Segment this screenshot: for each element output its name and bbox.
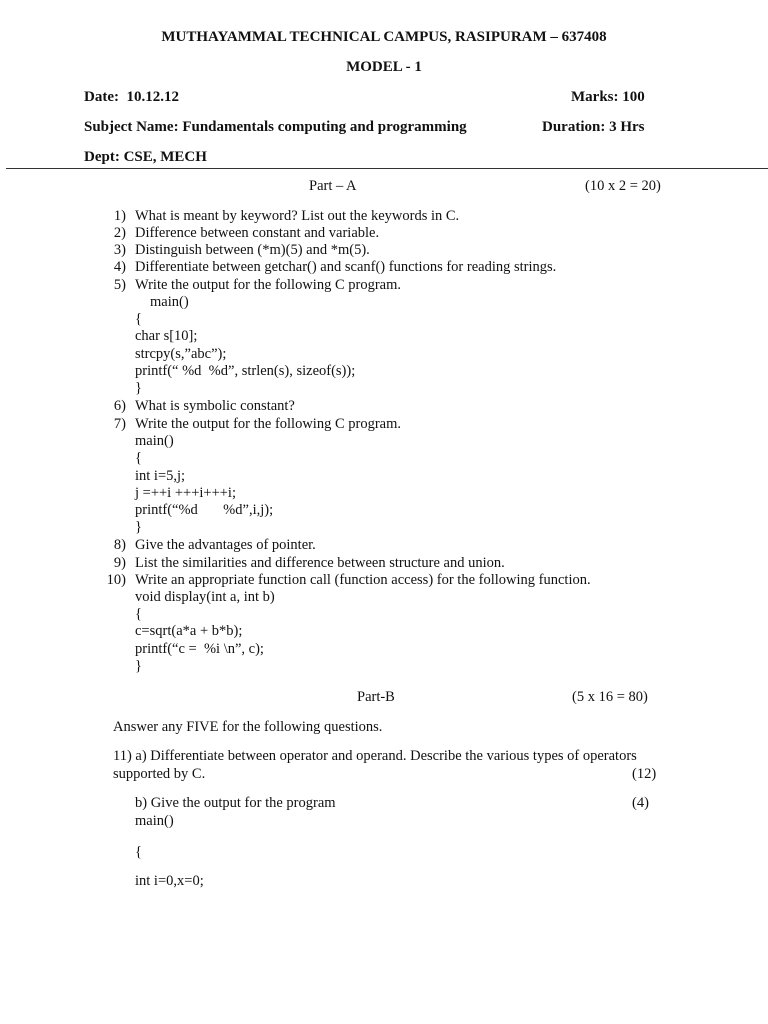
question-number: 7) — [113, 416, 126, 432]
question-number: 8) — [113, 537, 126, 553]
code-line: int i=5,j; — [135, 468, 186, 484]
exam-title: MODEL - 1 — [346, 59, 422, 75]
code-line: } — [135, 519, 142, 535]
question-text: What is symbolic constant? — [135, 398, 295, 414]
question-text: Difference between constant and variable. — [135, 225, 380, 241]
code-line: strcpy(s,”abc”); — [135, 346, 227, 362]
question-number: 3) — [113, 242, 126, 258]
question-number: 10) — [106, 572, 126, 588]
code-line: { — [135, 606, 142, 622]
code-line: } — [135, 380, 142, 396]
code-line: c=sqrt(a*a + b*b); — [135, 623, 243, 639]
exam-date: Date: 10.12.12 — [84, 89, 179, 105]
question-marks: (4) — [632, 795, 649, 811]
code-line: { — [135, 311, 142, 327]
header-divider — [6, 168, 768, 169]
question-text: Distinguish between (*m)(5) and *m(5). — [135, 242, 370, 258]
code-line: j =++i +++i+++i; — [135, 485, 236, 501]
question-number: 1) — [113, 208, 126, 224]
question-text: supported by C. — [113, 766, 206, 782]
question-text: What is meant by keyword? List out the keywords in C. — [135, 208, 460, 224]
code-line: { — [135, 450, 142, 466]
code-line: printf(“c = %i \n”, c); — [135, 641, 264, 657]
code-line: printf(“ %d %d”, strlen(s), sizeof(s)); — [135, 363, 356, 379]
question-number: 5) — [113, 277, 126, 293]
code-line: main() — [135, 433, 174, 449]
code-line: } — [135, 658, 142, 674]
part-a-marks: (10 x 2 = 20) — [585, 178, 661, 194]
question-number: 4) — [113, 259, 126, 275]
question-text: Write the output for the following C program. — [135, 416, 401, 432]
total-marks: Marks: 100 — [571, 89, 645, 105]
part-b-marks: (5 x 16 = 80) — [572, 689, 648, 705]
question-marks: (12) — [632, 766, 657, 782]
code-line: { — [135, 844, 142, 860]
question-text: Write the output for the following C program. — [135, 277, 401, 293]
part-a-title: Part – A — [309, 178, 357, 194]
code-line: int i=0,x=0; — [135, 873, 204, 889]
subject-name: Subject Name: Fundamentals computing and programming — [84, 119, 467, 135]
question-number: 2) — [113, 225, 126, 241]
part-b-instruction: Answer any FIVE for the following questions. — [113, 719, 383, 735]
part-b-title: Part-B — [357, 689, 395, 705]
question-text: Write an appropriate function call (function access) for the following function. — [135, 572, 591, 588]
question-text: b) Give the output for the program — [135, 795, 336, 811]
question-text: List the similarities and difference between structure and union. — [135, 555, 505, 571]
department: Dept: CSE, MECH — [84, 149, 207, 165]
question-text: 11) a) Differentiate between operator and operand. Describe the various types of operators — [113, 748, 637, 764]
question-number: 6) — [113, 398, 126, 414]
code-line: main() — [150, 294, 189, 310]
question-text: Differentiate between getchar() and scanf() functions for reading strings. — [135, 259, 557, 275]
question-text: Give the advantages of pointer. — [135, 537, 316, 553]
code-line: main() — [135, 813, 174, 829]
code-line: char s[10]; — [135, 328, 198, 344]
code-line: printf(“%d %d”,i,j); — [135, 502, 274, 518]
institution-title: MUTHAYAMMAL TECHNICAL CAMPUS, RASIPURAM – 637408 — [161, 29, 607, 45]
duration: Duration: 3 Hrs — [542, 119, 645, 135]
question-number: 9) — [113, 555, 126, 571]
code-line: void display(int a, int b) — [135, 589, 275, 605]
